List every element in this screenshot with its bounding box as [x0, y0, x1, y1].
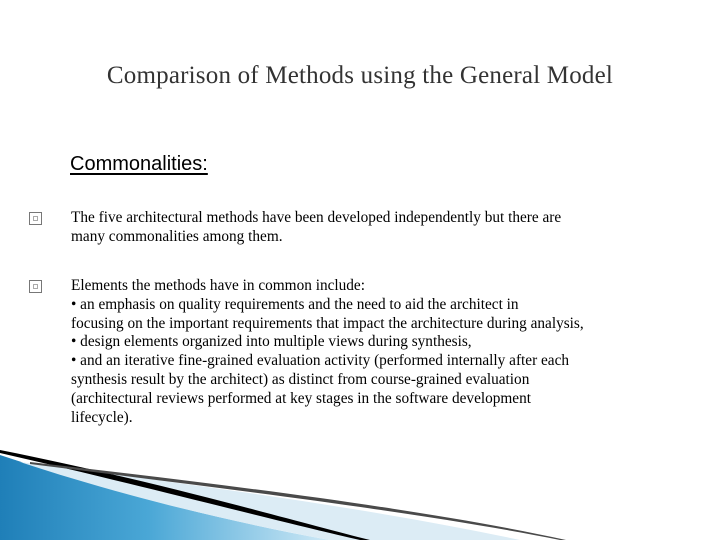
square-bullet-icon: [29, 212, 42, 225]
bullet-item: [29, 277, 689, 427]
slide-title: Comparison of Methods using the General Model: [106, 62, 614, 89]
bullet-line: The five architectural methods have been developed independently but there are: [71, 209, 562, 226]
bullet-line: Elements the methods have in common include:: [71, 277, 365, 294]
bullet-line: (architectural reviews performed at key stages in the software development: [71, 389, 531, 407]
square-bullet-icon: [29, 280, 42, 293]
bullet-item: [29, 209, 689, 247]
bullet-line: • an emphasis on quality requirements and the need to aid the architect in: [71, 295, 519, 313]
bullet-text: [71, 209, 561, 247]
bullet-line: focusing on the important requirements that impact the architecture during analysis,: [71, 314, 584, 332]
decorative-wave: [0, 440, 720, 540]
bullet-line: lifecycle).: [71, 408, 133, 426]
bullet-line: • and an iterative fine-grained evaluation activity (performed internally after each: [71, 352, 570, 370]
bullet-line: many commonalities among them.: [71, 227, 283, 245]
bullet-line: • design elements organized into multiple views during synthesis,: [71, 333, 472, 351]
bullet-text: [71, 277, 584, 427]
bullet-line: synthesis result by the architect) as distinct from course-grained evaluation: [71, 370, 530, 388]
section-subheading: Commonalities:: [70, 153, 208, 175]
